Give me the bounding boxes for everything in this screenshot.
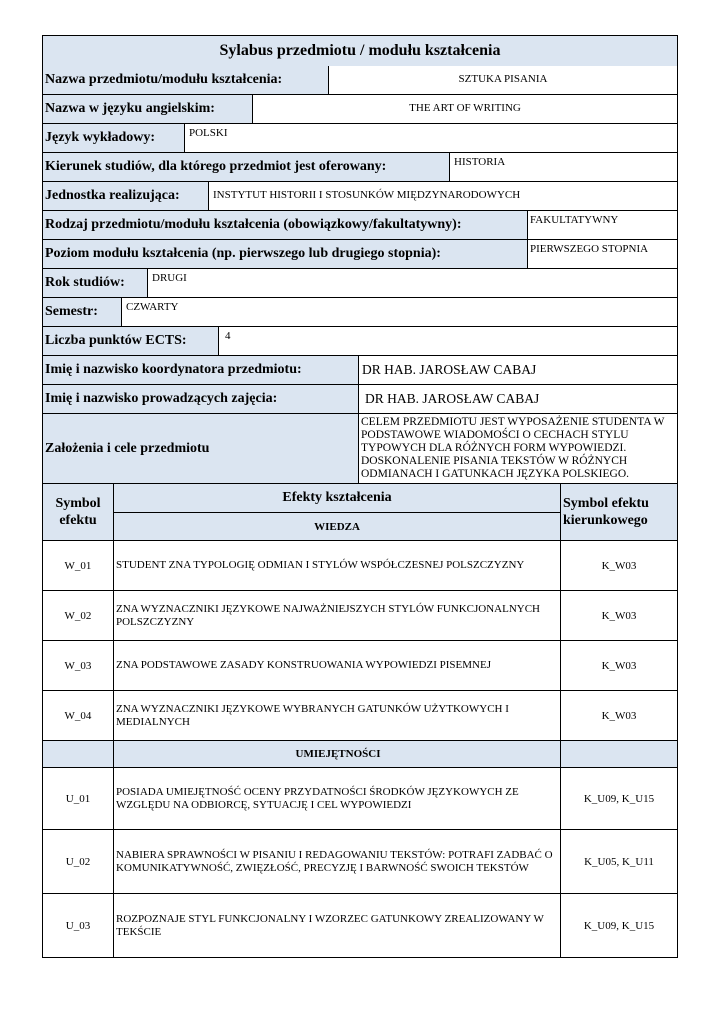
goals-row bbox=[42, 414, 678, 484]
language-value: POLSKI bbox=[189, 127, 228, 139]
type-row bbox=[42, 211, 678, 240]
effect-symbol: U_02 bbox=[43, 830, 114, 893]
effect-kier: K_U05, K_U11 bbox=[584, 855, 654, 868]
coordinator-row bbox=[42, 356, 678, 385]
unit-row bbox=[42, 182, 678, 211]
effect-text: STUDENT ZNA TYPOLOGIĘ ODMIAN I STYLÓW WSPÓŁCZESNEJ POLSZCZYZNY bbox=[114, 541, 561, 590]
direction-label: Kierunek studiów, dla którego przedmiot jest oferowany: bbox=[43, 153, 450, 181]
year-value: DRUGI bbox=[152, 272, 187, 284]
effect-symbol: U_03 bbox=[43, 894, 114, 957]
effect-kier: K_U09, K_U15 bbox=[583, 919, 655, 932]
effect-text: ZNA WYZNACZNIKI JĘZYKOWE NAJWAŻNIEJSZYCH STYLÓW FUNKCJONALNYCH POLSZCZYZNY bbox=[114, 591, 561, 640]
ects-value: 4 bbox=[225, 330, 231, 342]
teacher-value: DR HAB. JAROSŁAW CABAJ bbox=[365, 391, 540, 406]
table-row bbox=[42, 641, 678, 691]
table-row bbox=[42, 591, 678, 641]
effect-text: NABIERA SPRAWNOŚCI W PISANIU I REDAGOWANIU TEKSTÓW: POTRAFI ZADBAĆ O KOMUNIKATYWNOŚĆ, ZWIĘZŁOŚĆ, PRECYZJĘ I BARWNOŚĆ SWOICH TEKSTÓW bbox=[114, 830, 561, 893]
effect-symbol: W_04 bbox=[43, 691, 114, 740]
effect-text: ZNA PODSTAWOWE ZASADY KONSTRUOWANIA WYPOWIEDZI PISEMNEJ bbox=[114, 641, 561, 690]
effect-text: POSIADA UMIEJĘTNOŚĆ OCENY PRZYDATNOŚCI ŚRODKÓW JĘZYKOWYCH ZE WZGLĘDU NA ODBIORCĘ, SYTUACJĘ I CEL WYPOWIEDZI bbox=[114, 768, 561, 829]
coordinator-value: DR HAB. JAROSŁAW CABAJ bbox=[362, 362, 537, 377]
effect-symbol: W_03 bbox=[43, 641, 114, 690]
effect-kier: K_W03 bbox=[601, 559, 637, 572]
ects-label: Liczba punktów ECTS: bbox=[43, 327, 219, 355]
page-title: Sylabus przedmiotu / modułu kształcenia bbox=[43, 36, 677, 66]
effect-text: ROZPOZNAJE STYL FUNKCJONALNY I WZORZEC GATUNKOWY ZREALIZOWANY W TEKŚCIE bbox=[114, 894, 561, 957]
title-row bbox=[42, 35, 678, 66]
symbol-header: Symbol efektu bbox=[43, 484, 114, 540]
effects-header-row bbox=[42, 484, 678, 541]
goals-label: Założenia i cele przedmiotu bbox=[43, 414, 359, 483]
level-row bbox=[42, 240, 678, 269]
table-row bbox=[42, 768, 678, 830]
effect-symbol: W_01 bbox=[43, 541, 114, 590]
year-row bbox=[42, 269, 678, 298]
coordinator-label: Imię i nazwisko koordynatora przedmiotu: bbox=[43, 356, 359, 384]
teacher-row bbox=[42, 385, 678, 414]
skills-header-row bbox=[42, 741, 678, 768]
table-row bbox=[42, 541, 678, 591]
effects-header bbox=[114, 484, 561, 540]
type-label: Rodzaj przedmiotu/modułu kształcenia (obowiązkowy/fakultatywny): bbox=[43, 211, 528, 239]
skills-header: UMIEJĘTNOŚCI bbox=[114, 741, 561, 767]
semester-value: CZWARTY bbox=[126, 301, 179, 313]
effect-text: ZNA WYZNACZNIKI JĘZYKOWE WYBRANYCH GATUNKÓW UŻYTKOWYCH I MEDIALNYCH bbox=[114, 691, 561, 740]
skills-header-spacer bbox=[43, 741, 114, 767]
level-label: Poziom modułu kształcenia (np. pierwszego lub drugiego stopnia): bbox=[43, 240, 528, 268]
effect-kier: K_W03 bbox=[601, 659, 637, 672]
year-label: Rok studiów: bbox=[43, 269, 148, 297]
english-label: Nazwa w języku angielskim: bbox=[43, 95, 253, 123]
english-value: THE ART OF WRITING bbox=[409, 102, 521, 114]
table-row bbox=[42, 691, 678, 741]
unit-label: Jednostka realizująca: bbox=[43, 182, 209, 210]
unit-value: INSTYTUT HISTORII I STOSUNKÓW MIĘDZYNARODOWYCH bbox=[213, 189, 521, 201]
language-row bbox=[42, 124, 678, 153]
skills-header-spacer-right bbox=[561, 741, 677, 767]
syllabus-table bbox=[42, 35, 678, 958]
effect-kier: K_W03 bbox=[601, 609, 637, 622]
teacher-label: Imię i nazwisko prowadzących zajęcia: bbox=[43, 385, 359, 413]
semester-row bbox=[42, 298, 678, 327]
name-value: SZTUKA PISANIA bbox=[458, 73, 548, 85]
direction-row bbox=[42, 153, 678, 182]
name-label: Nazwa przedmiotu/modułu kształcenia: bbox=[43, 66, 329, 94]
effects-header-title: Efekty kształcenia bbox=[114, 484, 560, 513]
name-row bbox=[42, 66, 678, 95]
direction-symbol-header: Symbol efektu kierunkowego bbox=[561, 484, 677, 540]
effect-symbol: W_02 bbox=[43, 591, 114, 640]
table-row bbox=[42, 830, 678, 894]
type-value: FAKULTATYWNY bbox=[530, 214, 619, 226]
goals-value: CELEM PRZEDMIOTU JEST WYPOSAŻENIE STUDENTA W PODSTAWOWE WIADOMOŚCI O CECHACH STYLU TYPOWYCH DLA RÓŻNYCH FORM WYPOWIEDZI. DOSKONALENIE PISANIA TEKSTÓW W RÓŻNYCH ODMIANACH I GATUNKACH JĘZYKA POLSKIEGO. bbox=[361, 416, 665, 480]
knowledge-header: WIEDZA bbox=[114, 513, 560, 540]
language-label: Język wykładowy: bbox=[43, 124, 185, 152]
direction-value: HISTORIA bbox=[454, 156, 506, 168]
effect-kier: K_U09, K_U15 bbox=[583, 792, 655, 805]
effect-symbol: U_01 bbox=[43, 768, 114, 829]
english-row bbox=[42, 95, 678, 124]
semester-label: Semestr: bbox=[43, 298, 122, 326]
ects-row bbox=[42, 327, 678, 356]
level-value: PIERWSZEGO STOPNIA bbox=[530, 243, 649, 255]
table-row bbox=[42, 894, 678, 958]
effect-kier: K_W03 bbox=[601, 709, 637, 722]
